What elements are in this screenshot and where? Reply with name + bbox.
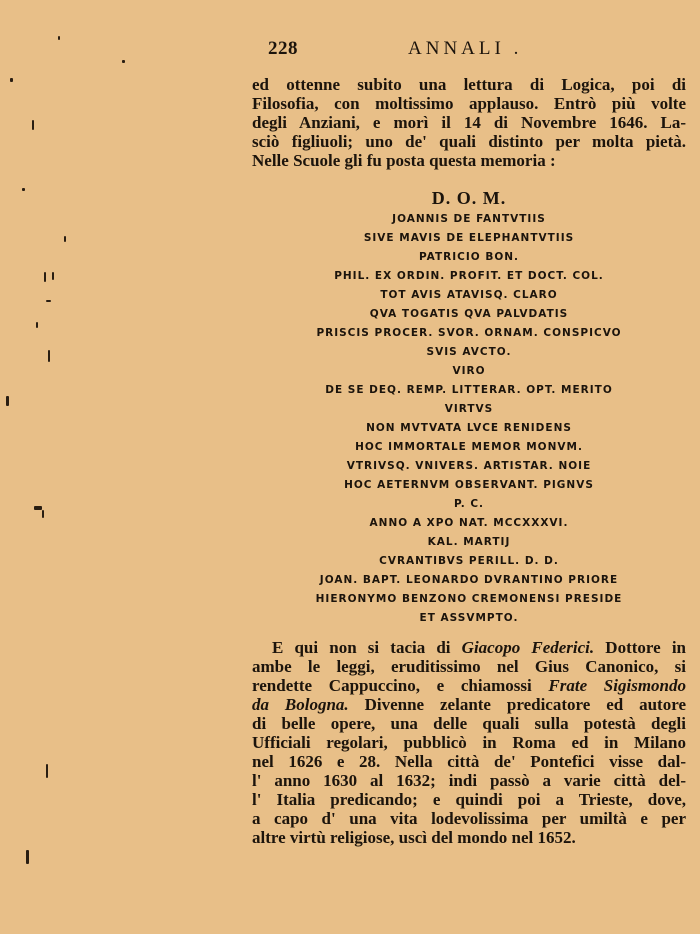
text-line: l' Italia predicando; e quindi poi a Trieste, dove, [252, 790, 686, 809]
running-header [268, 38, 598, 62]
epitaph-line: QVA TOGATIS QVA PALVDATIS [369, 308, 569, 320]
epitaph-line: JOANNIS DE FANTVTIIS [392, 213, 546, 225]
text-line [252, 695, 686, 714]
epitaph-line: DE SE DEQ. REMP. LITTERAR. OPT. MERITO [325, 384, 613, 396]
epitaph-line: VTRIVSQ. VNIVERS. ARTISTAR. NOIE [346, 460, 592, 472]
scan-speck [36, 322, 38, 328]
scan-speck [48, 350, 50, 362]
scan-speck [32, 120, 34, 130]
text-line: ambe le leggi, eruditissimo nel Gius Canonico, si [252, 657, 686, 676]
epitaph-line: HOC AETERNVM OBSERVANT. PIGNVS [344, 479, 594, 491]
text-line: di belle opere, una delle quali sulla potestà degli [252, 714, 686, 733]
scan-speck [64, 236, 66, 242]
scan-speck [52, 272, 54, 280]
epitaph-line: HIERONYMO BENZONO CREMONENSI PRESIDE [315, 593, 623, 605]
running-title: ANNALI . [408, 38, 523, 59]
text-line: ed ottenne subito una lettura di Logica, poi di [252, 75, 686, 94]
scan-speck [10, 78, 13, 82]
text-line: degli Anziani, e morì il 14 di Novembre 1646. La- [252, 113, 686, 132]
religious-name: da Bologna. [252, 695, 349, 714]
epitaph-inscription [252, 186, 686, 628]
text-line [252, 638, 686, 657]
scan-speck [22, 188, 25, 191]
page-number: 228 [268, 38, 298, 59]
text-run: Dottore in [594, 638, 686, 657]
scan-speck [26, 850, 29, 864]
epitaph-line: P. C. [453, 498, 485, 510]
scan-speck [42, 510, 44, 518]
paragraph-intro [252, 75, 686, 170]
scan-speck [6, 396, 9, 406]
scan-speck [34, 506, 42, 510]
religious-name: Frate Sigismondo [548, 676, 686, 695]
scan-speck [122, 60, 125, 63]
epitaph-line: PATRICIO BON. [418, 251, 520, 263]
epitaph-line: ET ASSVMPTO. [419, 612, 519, 624]
scan-speck [44, 272, 46, 282]
epitaph-line: HOC IMMORTALE MEMOR MONVM. [355, 441, 583, 453]
epitaph-line: KAL. MARTIJ [427, 536, 511, 548]
epitaph-line: PHIL. EX ORDIN. PROFIT. ET DOCT. COL. [334, 270, 604, 282]
epitaph-line: SIVE MAVIS DE ELEPHANTVTIIS [363, 232, 575, 244]
paragraph-federici [252, 638, 686, 847]
person-name: Giacopo Federici. [461, 638, 595, 657]
text-line: l' anno 1630 al 1632; indi passò a varie città del- [252, 771, 686, 790]
epitaph-line: PRISCIS PROCER. SVOR. ORNAM. CONSPICVO [316, 327, 622, 339]
text-run: rendette Cappuccino, e chiamossi [252, 676, 549, 695]
scan-speck [46, 764, 48, 778]
text-line: altre virtù religiose, uscì del mondo nel 1652. [252, 828, 576, 847]
epitaph-line: NON MVTVATA LVCE RENIDENS [366, 422, 572, 434]
scan-speck [46, 300, 51, 302]
epitaph-line: CVRANTIBVS PERILL. D. D. [379, 555, 559, 567]
epitaph-line: ANNO A XPO NAT. MCCXXXVI. [369, 517, 569, 529]
text-line [252, 676, 686, 695]
text-run: Divenne zelante predicatore ed autore [348, 695, 686, 714]
epitaph-line: VIRO [452, 365, 486, 377]
text-line: Ufficiali regolari, pubblicò in Roma ed in Milano [252, 733, 686, 752]
text-line: Filosofia, con moltissimo applauso. Entrò più volte [252, 94, 686, 113]
text-line: sciò figliuoli; uno de' quali distinto per molta pietà. [252, 132, 686, 151]
epitaph-line: JOAN. BAPT. LEONARDO DVRANTINO PRIORE [319, 574, 619, 586]
text-line: Nelle Scuole gli fu posta questa memoria : [252, 151, 556, 170]
text-line: a capo d' una vita lodevolissima per umiltà e per [252, 809, 686, 828]
epitaph-line: TOT AVIS ATAVISQ. CLARO [380, 289, 558, 301]
text-line: nel 1626 e 28. Nella città de' Pontefici visse dal- [252, 752, 686, 771]
scan-speck [58, 36, 60, 40]
text-run: E qui non si tacia di [272, 638, 462, 657]
epitaph-line: SVIS AVCTO. [426, 346, 512, 358]
epitaph-line: VIRTVS [444, 403, 494, 415]
epitaph-heading: D. O. M. [431, 188, 507, 208]
